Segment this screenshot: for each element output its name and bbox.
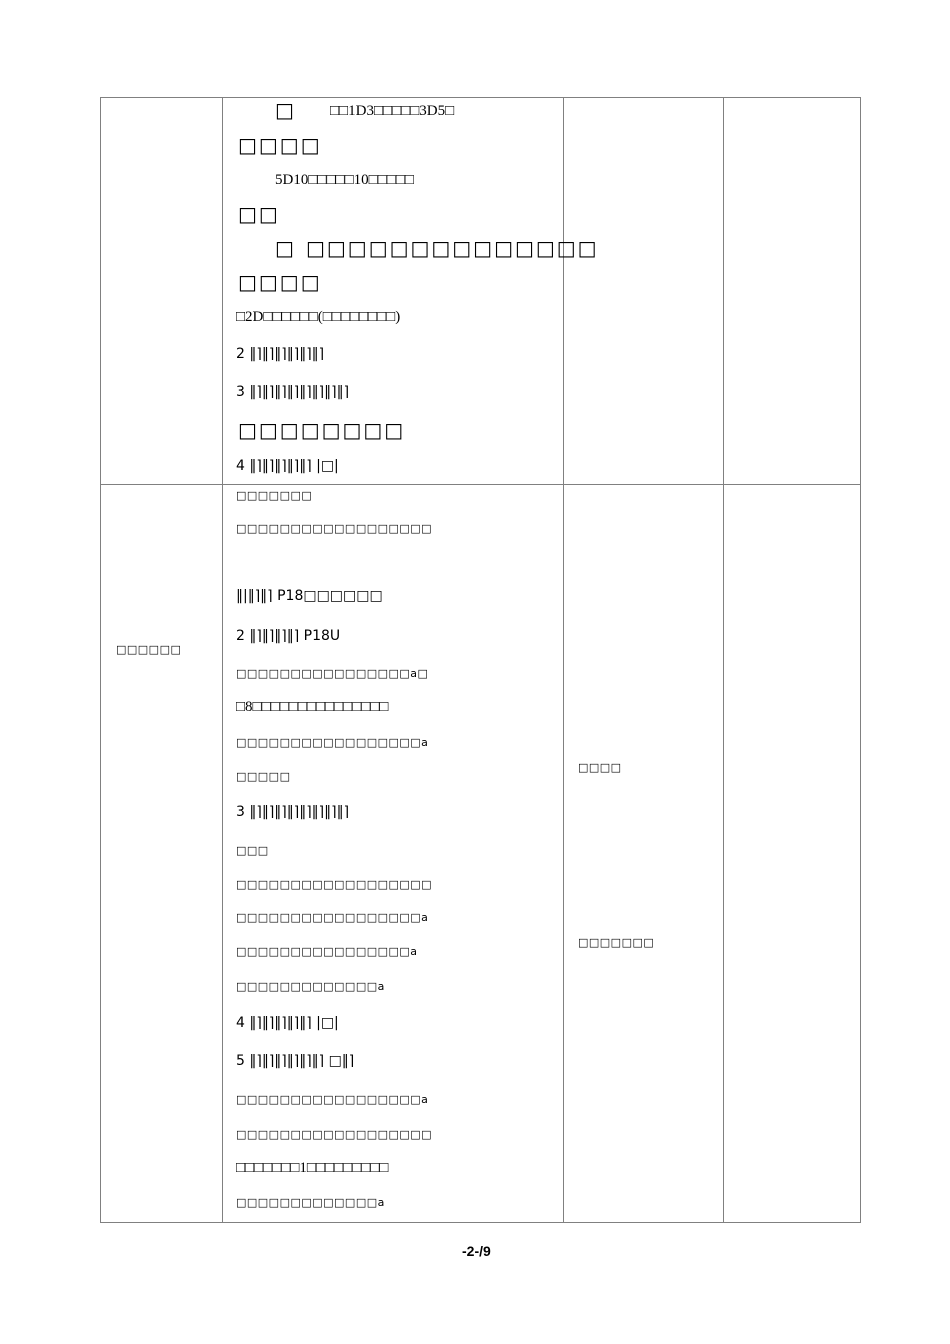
row2-line-10: □□□ [236, 844, 269, 857]
row1-line-5: □□ [238, 202, 280, 226]
row1-line-7: □□□□□□□□□□□□□□ [306, 236, 599, 260]
row2-line-7: □□□□□□□□□□□□□□□□□a [236, 736, 429, 749]
row1-line-8: □□□□ [238, 270, 322, 294]
row2-line-3: ‖|‖⌉‖⌉ P18□□□□□□ [236, 588, 383, 604]
row1-line-10: 2 ‖⌉‖⌉‖⌉‖⌉‖⌉‖⌉ [236, 346, 325, 362]
row2-line-15: 4 ‖⌉‖⌉‖⌉‖⌉‖⌉ |□| [236, 1015, 339, 1031]
row1-line-9: □2D□□□□□□(□□□□□□□□) [236, 309, 401, 325]
row2-line-6: □8□□□□□□□□□□□□□□□ [236, 699, 389, 715]
row1-line-11: 3 ‖⌉‖⌉‖⌉‖⌉‖⌉‖⌉‖⌉‖⌉ [236, 384, 350, 400]
table-col-divider-3 [723, 97, 724, 1223]
row2-line-19: □□□□□□□1□□□□□□□□□ [236, 1160, 389, 1176]
row2-line-12: □□□□□□□□□□□□□□□□□a [236, 911, 429, 924]
row2-line-16: 5 ‖⌉‖⌉‖⌉‖⌉‖⌉‖⌉ □‖⌉ [236, 1053, 355, 1069]
row1-line-12: □□□□□□□□ [238, 418, 406, 442]
row2-section-label: □□□□□□ [116, 643, 182, 656]
row1-line-4: 5D10□□□□□10□□□□□ [275, 172, 414, 188]
row2-line-13: □□□□□□□□□□□□□□□□a [236, 945, 418, 958]
table-row-divider [100, 484, 861, 485]
row2-line-4: 2 ‖⌉‖⌉‖⌉‖⌉ P18U [236, 628, 341, 644]
table-col-divider-1 [222, 97, 223, 1223]
row2-col3-item-2: □□□□□□□ [578, 936, 655, 949]
row1-line-1: □ [275, 98, 296, 122]
row2-line-5: □□□□□□□□□□□□□□□□a□ [236, 667, 429, 680]
row2-line-11: □□□□□□□□□□□□□□□□□□ [236, 878, 433, 891]
row2-col3-item-1: □□□□ [578, 761, 622, 774]
table-border-bottom [100, 1222, 861, 1223]
row2-line-2: □□□□□□□□□□□□□□□□□□ [236, 522, 433, 535]
row2-line-1: □□□□□□□ [236, 489, 313, 502]
row2-line-8: □□□□□ [236, 770, 291, 783]
row2-line-17: □□□□□□□□□□□□□□□□□a [236, 1093, 429, 1106]
table-border-top [100, 97, 861, 98]
table-border-right [860, 97, 861, 1223]
page-number: -2-/9 [462, 1243, 491, 1259]
row2-line-18: □□□□□□□□□□□□□□□□□□ [236, 1128, 433, 1141]
row1-line-2: □□1D3□□□□□3D5□ [330, 103, 455, 119]
row1-line-3: □□□□ [238, 133, 322, 157]
row2-line-20: □□□□□□□□□□□□□a [236, 1196, 385, 1209]
row1-line-13: 4 ‖⌉‖⌉‖⌉‖⌉‖⌉ |□| [236, 458, 339, 474]
table-border-left [100, 97, 101, 1223]
row2-line-9: 3 ‖⌉‖⌉‖⌉‖⌉‖⌉‖⌉‖⌉‖⌉ [236, 804, 350, 820]
table-col-divider-2 [563, 97, 564, 1223]
row1-line-6: □ [275, 236, 296, 260]
row2-line-14: □□□□□□□□□□□□□a [236, 980, 385, 993]
